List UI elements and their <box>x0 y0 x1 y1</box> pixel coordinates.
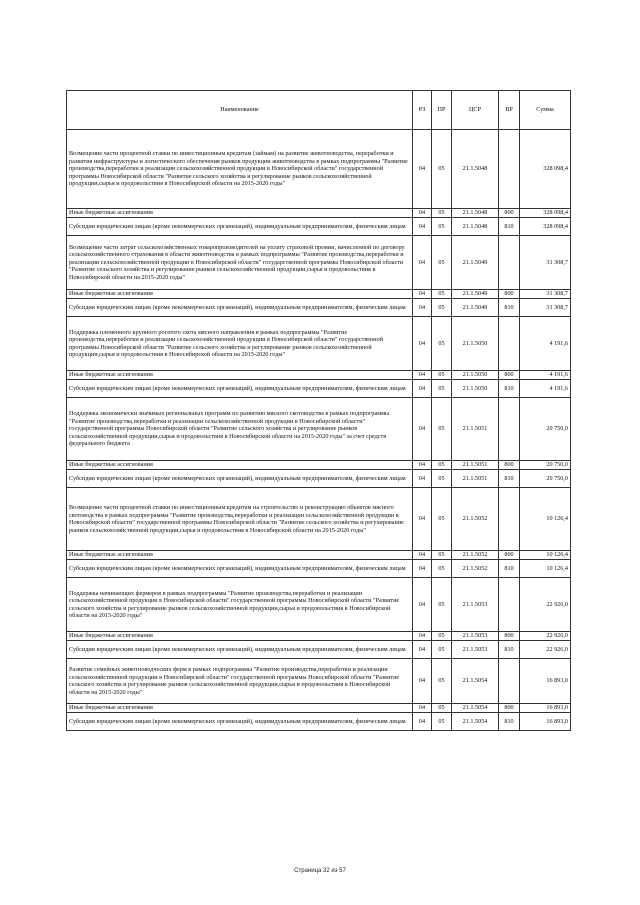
row-pr: 05 <box>432 398 452 461</box>
row-name: Иные бюджетные ассигнования <box>67 371 413 380</box>
row-name: Субсидии юридическим лицам (кроме некоммерческих организаций), индивидуальным предпринимателям, физическим лицам <box>67 470 413 488</box>
table-row <box>67 398 571 461</box>
row-sum: 16 893,0 <box>520 659 571 704</box>
row-vr: 810 <box>499 470 520 488</box>
row-vr <box>499 236 520 290</box>
table-row <box>67 317 571 371</box>
row-pr: 05 <box>432 488 452 551</box>
table-row <box>67 578 571 632</box>
row-sum: 4 191,6 <box>520 317 571 371</box>
row-vr <box>499 317 520 371</box>
row-pr: 05 <box>432 659 452 704</box>
row-vr <box>499 398 520 461</box>
table-row <box>67 218 571 236</box>
row-sum: 20 750,0 <box>520 470 571 488</box>
row-csr: 21.1.5054 <box>452 713 499 731</box>
row-pr: 05 <box>432 713 452 731</box>
row-csr: 21.1.5050 <box>452 317 499 371</box>
row-name: Субсидии юридическим лицам (кроме некоммерческих организаций), индивидуальным предпринимателям, физическим лицам <box>67 299 413 317</box>
table-row <box>67 236 571 290</box>
row-csr: 21.1.5050 <box>452 371 499 380</box>
row-pr: 05 <box>432 130 452 209</box>
table-body <box>67 130 571 731</box>
row-csr: 21.1.5053 <box>452 641 499 659</box>
row-csr: 21.1.5049 <box>452 236 499 290</box>
row-pr: 05 <box>432 461 452 470</box>
row-csr: 21.1.5052 <box>452 560 499 578</box>
row-pr: 05 <box>432 632 452 641</box>
row-pr: 05 <box>432 317 452 371</box>
row-name: Иные бюджетные ассигнования <box>67 551 413 560</box>
row-csr: 21.1.5053 <box>452 632 499 641</box>
header-pr: ПР <box>432 91 452 130</box>
row-name: Иные бюджетные ассигнования <box>67 290 413 299</box>
row-rz: 04 <box>413 659 432 704</box>
row-sum: 4 191,6 <box>520 371 571 380</box>
row-name: Развитие семейных животноводческих ферм в рамках подпрограммы "Развитие производства,переработки и реализации сельскохозяйственной продукции в Новосибирской области" государственной программы Новосибирской области "Развитие сельского хозяйства и регулирование рынков сельскохозяйственной продукции,сырья и продовольствия в Новосибирской области на 2015-2020 годы" <box>67 659 413 704</box>
row-rz: 04 <box>413 578 432 632</box>
row-sum: 328 098,4 <box>520 130 571 209</box>
row-sum: 31 308,7 <box>520 299 571 317</box>
row-sum: 20 750,0 <box>520 398 571 461</box>
row-vr: 800 <box>499 209 520 218</box>
row-pr: 05 <box>432 704 452 713</box>
table-row <box>67 461 571 470</box>
page-number: Страница 32 из 57 <box>294 868 346 874</box>
header-csr: ЦСР <box>452 91 499 130</box>
row-csr: 21.1.5049 <box>452 299 499 317</box>
row-csr: 21.1.5051 <box>452 470 499 488</box>
row-name: Субсидии юридическим лицам (кроме некоммерческих организаций), индивидуальным предпринимателям, физическим лицам <box>67 641 413 659</box>
row-sum: 20 750,0 <box>520 461 571 470</box>
row-name: Поддержка начинающих фермеров в рамках подпрограммы "Развитие производства,переработки и реализации сельскохозяйственной продукции в Новосибирской области" государственной программы Новосибирской области "Развитие сельского хозяйства и регулирование рынков сельскохозяйственной продукции,сырья и продовольствия в Новосибирской области на 2015-2020 годы" <box>67 578 413 632</box>
row-csr: 21.1.5053 <box>452 578 499 632</box>
table-row <box>67 290 571 299</box>
header-row <box>67 91 571 130</box>
row-sum: 328 098,4 <box>520 209 571 218</box>
row-sum: 22 926,0 <box>520 641 571 659</box>
table-row <box>67 641 571 659</box>
row-name: Субсидии юридическим лицам (кроме некоммерческих организаций), индивидуальным предпринимателям, физическим лицам <box>67 218 413 236</box>
row-vr: 810 <box>499 218 520 236</box>
row-rz: 04 <box>413 470 432 488</box>
header-name: Наименование <box>67 91 413 130</box>
row-rz: 04 <box>413 299 432 317</box>
row-pr: 05 <box>432 290 452 299</box>
row-rz: 04 <box>413 130 432 209</box>
row-rz: 04 <box>413 209 432 218</box>
row-sum: 31 308,7 <box>520 236 571 290</box>
row-vr: 810 <box>499 380 520 398</box>
row-rz: 04 <box>413 290 432 299</box>
row-sum: 10 126,4 <box>520 560 571 578</box>
row-pr: 05 <box>432 578 452 632</box>
row-vr: 800 <box>499 704 520 713</box>
row-pr: 05 <box>432 380 452 398</box>
row-rz: 04 <box>413 380 432 398</box>
row-sum: 10 126,4 <box>520 551 571 560</box>
row-name: Иные бюджетные ассигнования <box>67 704 413 713</box>
table-row <box>67 704 571 713</box>
row-rz: 04 <box>413 488 432 551</box>
row-pr: 05 <box>432 209 452 218</box>
row-name: Субсидии юридическим лицам (кроме некоммерческих организаций), индивидуальным предпринимателям, физическим лицам <box>67 380 413 398</box>
row-name: Возмещение части процентной ставки по инвестиционным кредитам (займам) на развитие животноводства, переработки и развития инфраструктуры и логистического обеспечения рынков продукции животноводства в рамках подпрограммы "Развитие производства,переработки и реализации сельскохозяйственной продукции в Новосибирской области" государственной программы Новосибирской области "Развитие сельского хозяйства и регулирование рынков сельскохозяйственной продукции,сырья и продовольствия в Новосибирской области на 2015-2020 годы" <box>67 130 413 209</box>
row-name: Иные бюджетные ассигнования <box>67 632 413 641</box>
row-rz: 04 <box>413 461 432 470</box>
table-row <box>67 659 571 704</box>
budget-table <box>66 90 571 731</box>
row-name: Субсидии юридическим лицам (кроме некоммерческих организаций), индивидуальным предпринимателям, физическим лицам <box>67 560 413 578</box>
row-vr <box>499 578 520 632</box>
row-rz: 04 <box>413 317 432 371</box>
row-csr: 21.1.5054 <box>452 704 499 713</box>
table-row <box>67 299 571 317</box>
row-vr: 810 <box>499 299 520 317</box>
row-name: Возмещение части процентной ставки по инвестиционным кредитам на строительство и реконструкцию объектов мясного скотоводства в рамках подпрограммы "Развитие производства,переработки и реализации сельскохозяйственной продукции в Новосибирской области" государственной программы Новосибирской области "Развитие сельского хозяйства и регулирование рынков сельскохозяйственной продукции,сырья и продовольствия в Новосибирской области на 2015-2020 годы" <box>67 488 413 551</box>
row-name: Возмещение части затрат сельскохозяйственных товаропроизводителей на уплату страховой премии, начисленной по договору сельскохозяйственного страхования в области животноводства в рамках подпрограммы "Развитие производства,переработки и реализации сельскохозяйственной продукции в Новосибирской области" государственной программы Новосибирской области "Развитие сельского хозяйства и регулирование рынков сельскохозяйственной продукции,сырья и продовольствия в Новосибирской области на 2015-2020 годы" <box>67 236 413 290</box>
row-vr: 810 <box>499 713 520 731</box>
row-name: Поддержка племенного крупного рогатого скота мясного направления в рамках подпрограммы "Развитие производства,переработки и реализации сельскохозяйственной продукции в Новосибирской области" государственной программы Новосибирской области "Развитие сельского хозяйства и регулирование рынков сельскохозяйственной продукции,сырья и продовольствия в Новосибирской области на 2015-2020 годы" <box>67 317 413 371</box>
header-sum: Сумма <box>520 91 571 130</box>
table-header <box>67 91 571 130</box>
table-row <box>67 488 571 551</box>
row-sum: 31 308,7 <box>520 290 571 299</box>
row-vr: 800 <box>499 461 520 470</box>
row-csr: 21.1.5048 <box>452 209 499 218</box>
row-rz: 04 <box>413 371 432 380</box>
row-pr: 05 <box>432 299 452 317</box>
row-name: Поддержка экономически значимых региональных программ по развитию мясного скотоводства в рамках подпрограммы "Развитие производства,переработки и реализации сельскохозяйственной продукции в Новосибирской области" государственной программы Новосибирской области "Развитие сельского хозяйства и регулирование рынков сельскохозяйственной продукции,сырья и продовольствия в Новосибирской области на 2015-2020 годы" за счет средств федерального бюджета <box>67 398 413 461</box>
row-csr: 21.1.5050 <box>452 380 499 398</box>
row-rz: 04 <box>413 632 432 641</box>
row-csr: 21.1.5048 <box>452 218 499 236</box>
row-rz: 04 <box>413 398 432 461</box>
row-vr: 800 <box>499 551 520 560</box>
row-pr: 05 <box>432 470 452 488</box>
row-vr: 810 <box>499 560 520 578</box>
table-row <box>67 380 571 398</box>
row-name: Субсидии юридическим лицам (кроме некоммерческих организаций), индивидуальным предпринимателям, физическим лицам <box>67 713 413 731</box>
row-csr: 21.1.5054 <box>452 659 499 704</box>
row-vr: 800 <box>499 632 520 641</box>
table-row <box>67 560 571 578</box>
row-sum: 22 926,0 <box>520 578 571 632</box>
table-row <box>67 632 571 641</box>
row-csr: 21.1.5052 <box>452 488 499 551</box>
table-row <box>67 470 571 488</box>
row-pr: 05 <box>432 218 452 236</box>
row-vr <box>499 659 520 704</box>
row-vr: 800 <box>499 371 520 380</box>
row-vr: 810 <box>499 641 520 659</box>
row-csr: 21.1.5048 <box>452 130 499 209</box>
table-row <box>67 713 571 731</box>
row-sum: 16 893,0 <box>520 704 571 713</box>
row-rz: 04 <box>413 704 432 713</box>
row-name: Иные бюджетные ассигнования <box>67 461 413 470</box>
row-rz: 04 <box>413 713 432 731</box>
table-row <box>67 371 571 380</box>
table-row <box>67 209 571 218</box>
row-sum: 4 191,6 <box>520 380 571 398</box>
row-rz: 04 <box>413 641 432 659</box>
row-csr: 21.1.5049 <box>452 290 499 299</box>
row-csr: 21.1.5051 <box>452 461 499 470</box>
row-sum: 22 926,0 <box>520 632 571 641</box>
row-rz: 04 <box>413 551 432 560</box>
row-vr <box>499 130 520 209</box>
row-name: Иные бюджетные ассигнования <box>67 209 413 218</box>
row-rz: 04 <box>413 218 432 236</box>
row-csr: 21.1.5051 <box>452 398 499 461</box>
header-vr: ВР <box>499 91 520 130</box>
row-rz: 04 <box>413 236 432 290</box>
row-pr: 05 <box>432 641 452 659</box>
row-pr: 05 <box>432 236 452 290</box>
table-row <box>67 551 571 560</box>
header-rz: РЗ <box>413 91 432 130</box>
row-pr: 05 <box>432 371 452 380</box>
row-sum: 16 893,0 <box>520 713 571 731</box>
table-row <box>67 130 571 209</box>
row-sum: 10 126,4 <box>520 488 571 551</box>
row-vr: 800 <box>499 290 520 299</box>
row-sum: 328 098,4 <box>520 218 571 236</box>
row-vr <box>499 488 520 551</box>
row-pr: 05 <box>432 551 452 560</box>
row-pr: 05 <box>432 560 452 578</box>
row-rz: 04 <box>413 560 432 578</box>
row-csr: 21.1.5052 <box>452 551 499 560</box>
